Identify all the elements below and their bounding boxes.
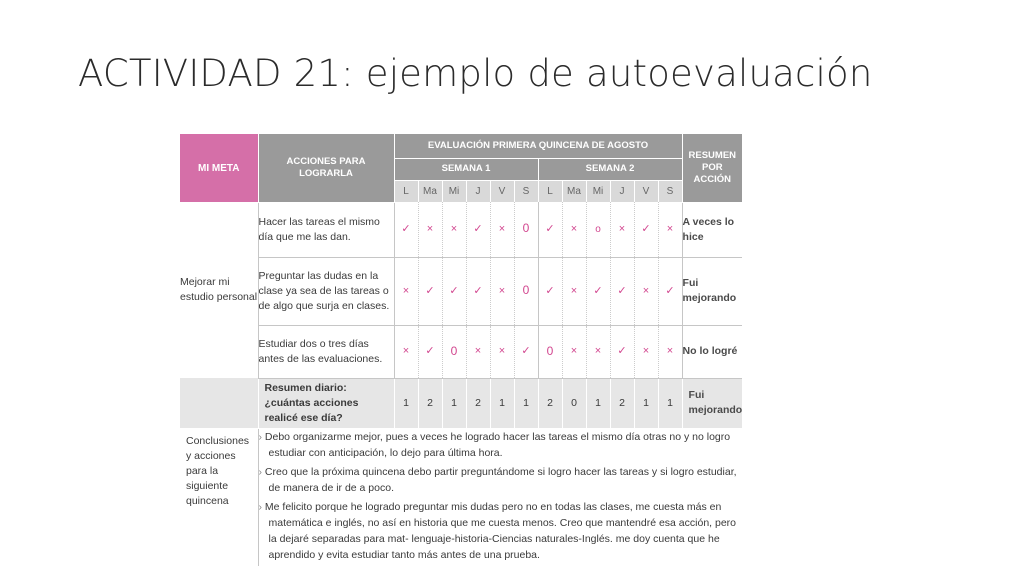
zero-mark: 0 xyxy=(522,221,530,236)
mark-cell-check xyxy=(418,257,442,325)
header-semana-2: SEMANA 2 xyxy=(538,158,682,180)
cross-icon: × xyxy=(666,222,674,235)
mark-cell-check xyxy=(658,257,682,325)
day-header: L xyxy=(538,180,562,202)
table-row xyxy=(180,257,742,325)
mark-cell-check xyxy=(466,202,490,257)
daily-count: 0 xyxy=(562,378,586,428)
cross-icon: × xyxy=(570,222,578,235)
mark-cell-cross xyxy=(394,257,418,325)
daily-count: 1 xyxy=(490,378,514,428)
daily-count: 2 xyxy=(610,378,634,428)
mark-cell-check xyxy=(610,257,634,325)
cross-icon: × xyxy=(426,222,434,235)
conclusions-body xyxy=(258,428,742,566)
action-cell: Hacer las tareas el mismo día que me las dan. xyxy=(258,202,394,257)
mark-cell-cross xyxy=(442,202,466,257)
daily-count: 1 xyxy=(514,378,538,428)
cross-icon: × xyxy=(642,345,650,357)
daily-count: 1 xyxy=(394,378,418,428)
day-header: Ma xyxy=(562,180,586,202)
day-header: Ma xyxy=(418,180,442,202)
mark-cell-check xyxy=(586,257,610,325)
mark-cell-check xyxy=(466,257,490,325)
daily-count: 2 xyxy=(538,378,562,428)
daily-count: 2 xyxy=(418,378,442,428)
mark-cell-cross xyxy=(562,257,586,325)
check-icon: ✓ xyxy=(425,284,435,297)
check-icon: ✓ xyxy=(617,284,627,297)
cross-icon: × xyxy=(402,284,410,297)
check-icon: ✓ xyxy=(401,222,411,235)
header-resumen: RESUMEN POR ACCIÓN xyxy=(682,134,742,202)
cross-icon: × xyxy=(474,345,482,357)
header-acciones: ACCIONES PARA LOGRARLA xyxy=(258,134,394,202)
daily-count: 2 xyxy=(466,378,490,428)
mark-cell-check xyxy=(634,202,658,257)
daily-count: 1 xyxy=(658,378,682,428)
action-summary-cell: Fui mejorando xyxy=(682,257,742,325)
table-row xyxy=(180,202,742,257)
mark-cell-cross xyxy=(490,202,514,257)
conclusion-bullet xyxy=(259,499,743,563)
chevron-right-icon: › xyxy=(258,500,265,513)
cross-icon: × xyxy=(570,284,578,297)
check-icon: ✓ xyxy=(521,345,531,357)
check-icon: ✓ xyxy=(665,284,675,297)
mark-cell-cross xyxy=(610,202,634,257)
chevron-right-icon: › xyxy=(258,430,265,443)
daily-summary-label: Resumen diario: ¿cuántas acciones realicé ese día? xyxy=(258,378,394,428)
header-mi-meta: MI META xyxy=(180,134,258,202)
action-summary-cell: A veces lo hice xyxy=(682,202,742,257)
action-summary-cell: No lo logré xyxy=(682,325,742,378)
slide-title: ACTIVIDAD 21: ejemplo de autoevaluación xyxy=(78,52,873,95)
mark-cell-cross xyxy=(658,325,682,378)
check-icon: ✓ xyxy=(593,284,603,297)
check-icon: ✓ xyxy=(545,222,555,235)
zero-mark: o xyxy=(595,223,601,235)
action-cell: Preguntar las dudas en la clase ya sea de las tareas o de algo que surja en clases. xyxy=(258,257,394,325)
conclusions-row xyxy=(180,428,742,566)
chevron-right-icon: › xyxy=(258,465,265,478)
day-header: V xyxy=(634,180,658,202)
mark-cell-cross xyxy=(562,202,586,257)
cross-icon: × xyxy=(498,222,506,235)
mark-cell-zero xyxy=(538,325,562,378)
header-evaluacion: EVALUACIÓN PRIMERA QUINCENA DE AGOSTO xyxy=(394,134,682,158)
mark-cell-cross xyxy=(634,325,658,378)
day-header: Mi xyxy=(586,180,610,202)
cross-icon: × xyxy=(498,284,506,297)
conclusion-text: Me felicito porque he logrado preguntar mis dudas pero no en todas las clases, me cuesta más en matemática e inglés, no así en historia que me cuesta menos. Creo que mantendré esa acción, pero la dejaré separadas para mat- lenguaje-historia-Ciencias naturales-Inglés. me doy cuenta que he aprendido y evita estudiar tanto más antes de una prueba. xyxy=(264,500,737,561)
zero-mark: 0 xyxy=(450,343,458,358)
mark-cell-check xyxy=(394,202,418,257)
goal-cell: Mejorar mi estudio personal xyxy=(180,202,258,378)
cross-icon: × xyxy=(666,345,674,357)
cross-icon: × xyxy=(642,284,650,297)
check-icon: ✓ xyxy=(425,345,435,357)
daily-count: 1 xyxy=(586,378,610,428)
day-header: S xyxy=(514,180,538,202)
check-icon: ✓ xyxy=(473,222,483,235)
check-icon: ✓ xyxy=(473,284,483,297)
daily-summary-row xyxy=(180,378,742,428)
daily-count: 1 xyxy=(634,378,658,428)
mark-cell-check xyxy=(538,257,562,325)
day-header: L xyxy=(394,180,418,202)
mark-cell-check xyxy=(538,202,562,257)
mark-cell-check xyxy=(610,325,634,378)
mark-cell-o xyxy=(586,202,610,257)
cross-icon: × xyxy=(618,222,626,235)
mark-cell-cross xyxy=(634,257,658,325)
conclusion-text: Creo que la próxima quincena debo partir preguntándome si logro hacer las tareas y si logro estudiar, de manera de ir de a poco. xyxy=(264,465,737,494)
mark-cell-cross xyxy=(562,325,586,378)
check-icon: ✓ xyxy=(449,284,459,297)
mark-cell-zero xyxy=(514,257,538,325)
cross-icon: × xyxy=(402,345,410,357)
cross-icon: × xyxy=(450,222,458,235)
zero-mark: 0 xyxy=(546,343,554,358)
mark-cell-cross xyxy=(586,325,610,378)
daily-count: 1 xyxy=(442,378,466,428)
daily-summary-total: Fui mejorando xyxy=(682,378,742,428)
mark-cell-cross xyxy=(466,325,490,378)
conclusion-bullet xyxy=(259,429,743,461)
conclusion-bullet xyxy=(259,464,743,496)
day-header: J xyxy=(610,180,634,202)
mark-cell-cross xyxy=(658,202,682,257)
mark-cell-zero xyxy=(442,325,466,378)
day-header: J xyxy=(466,180,490,202)
day-header: V xyxy=(490,180,514,202)
check-icon: ✓ xyxy=(545,284,555,297)
mark-cell-cross xyxy=(490,257,514,325)
mark-cell-check xyxy=(442,257,466,325)
mark-cell-check xyxy=(514,325,538,378)
zero-mark: 0 xyxy=(522,283,530,297)
check-icon: ✓ xyxy=(641,222,651,235)
day-header: Mi xyxy=(442,180,466,202)
check-icon: ✓ xyxy=(617,345,627,357)
header-semana-1: SEMANA 1 xyxy=(394,158,538,180)
conclusion-text: Debo organizarme mejor, pues a veces he logrado hacer las tareas el mismo día otras no y no logro estudiar con anticipación, lo dejo para última hora. xyxy=(264,430,731,459)
day-header: S xyxy=(658,180,682,202)
self-evaluation-table xyxy=(180,134,742,566)
table-row xyxy=(180,325,742,378)
conclusions-label: Conclusiones y acciones para la siguiente quincena xyxy=(180,428,258,566)
mark-cell-check xyxy=(418,325,442,378)
cross-icon: × xyxy=(570,345,578,357)
cross-icon: × xyxy=(498,345,506,357)
mark-cell-cross xyxy=(490,325,514,378)
mark-cell-cross xyxy=(394,325,418,378)
cross-icon: × xyxy=(594,345,602,357)
mark-cell-cross xyxy=(418,202,442,257)
mark-cell-zero xyxy=(514,202,538,257)
action-cell: Estudiar dos o tres días antes de las evaluaciones. xyxy=(258,325,394,378)
